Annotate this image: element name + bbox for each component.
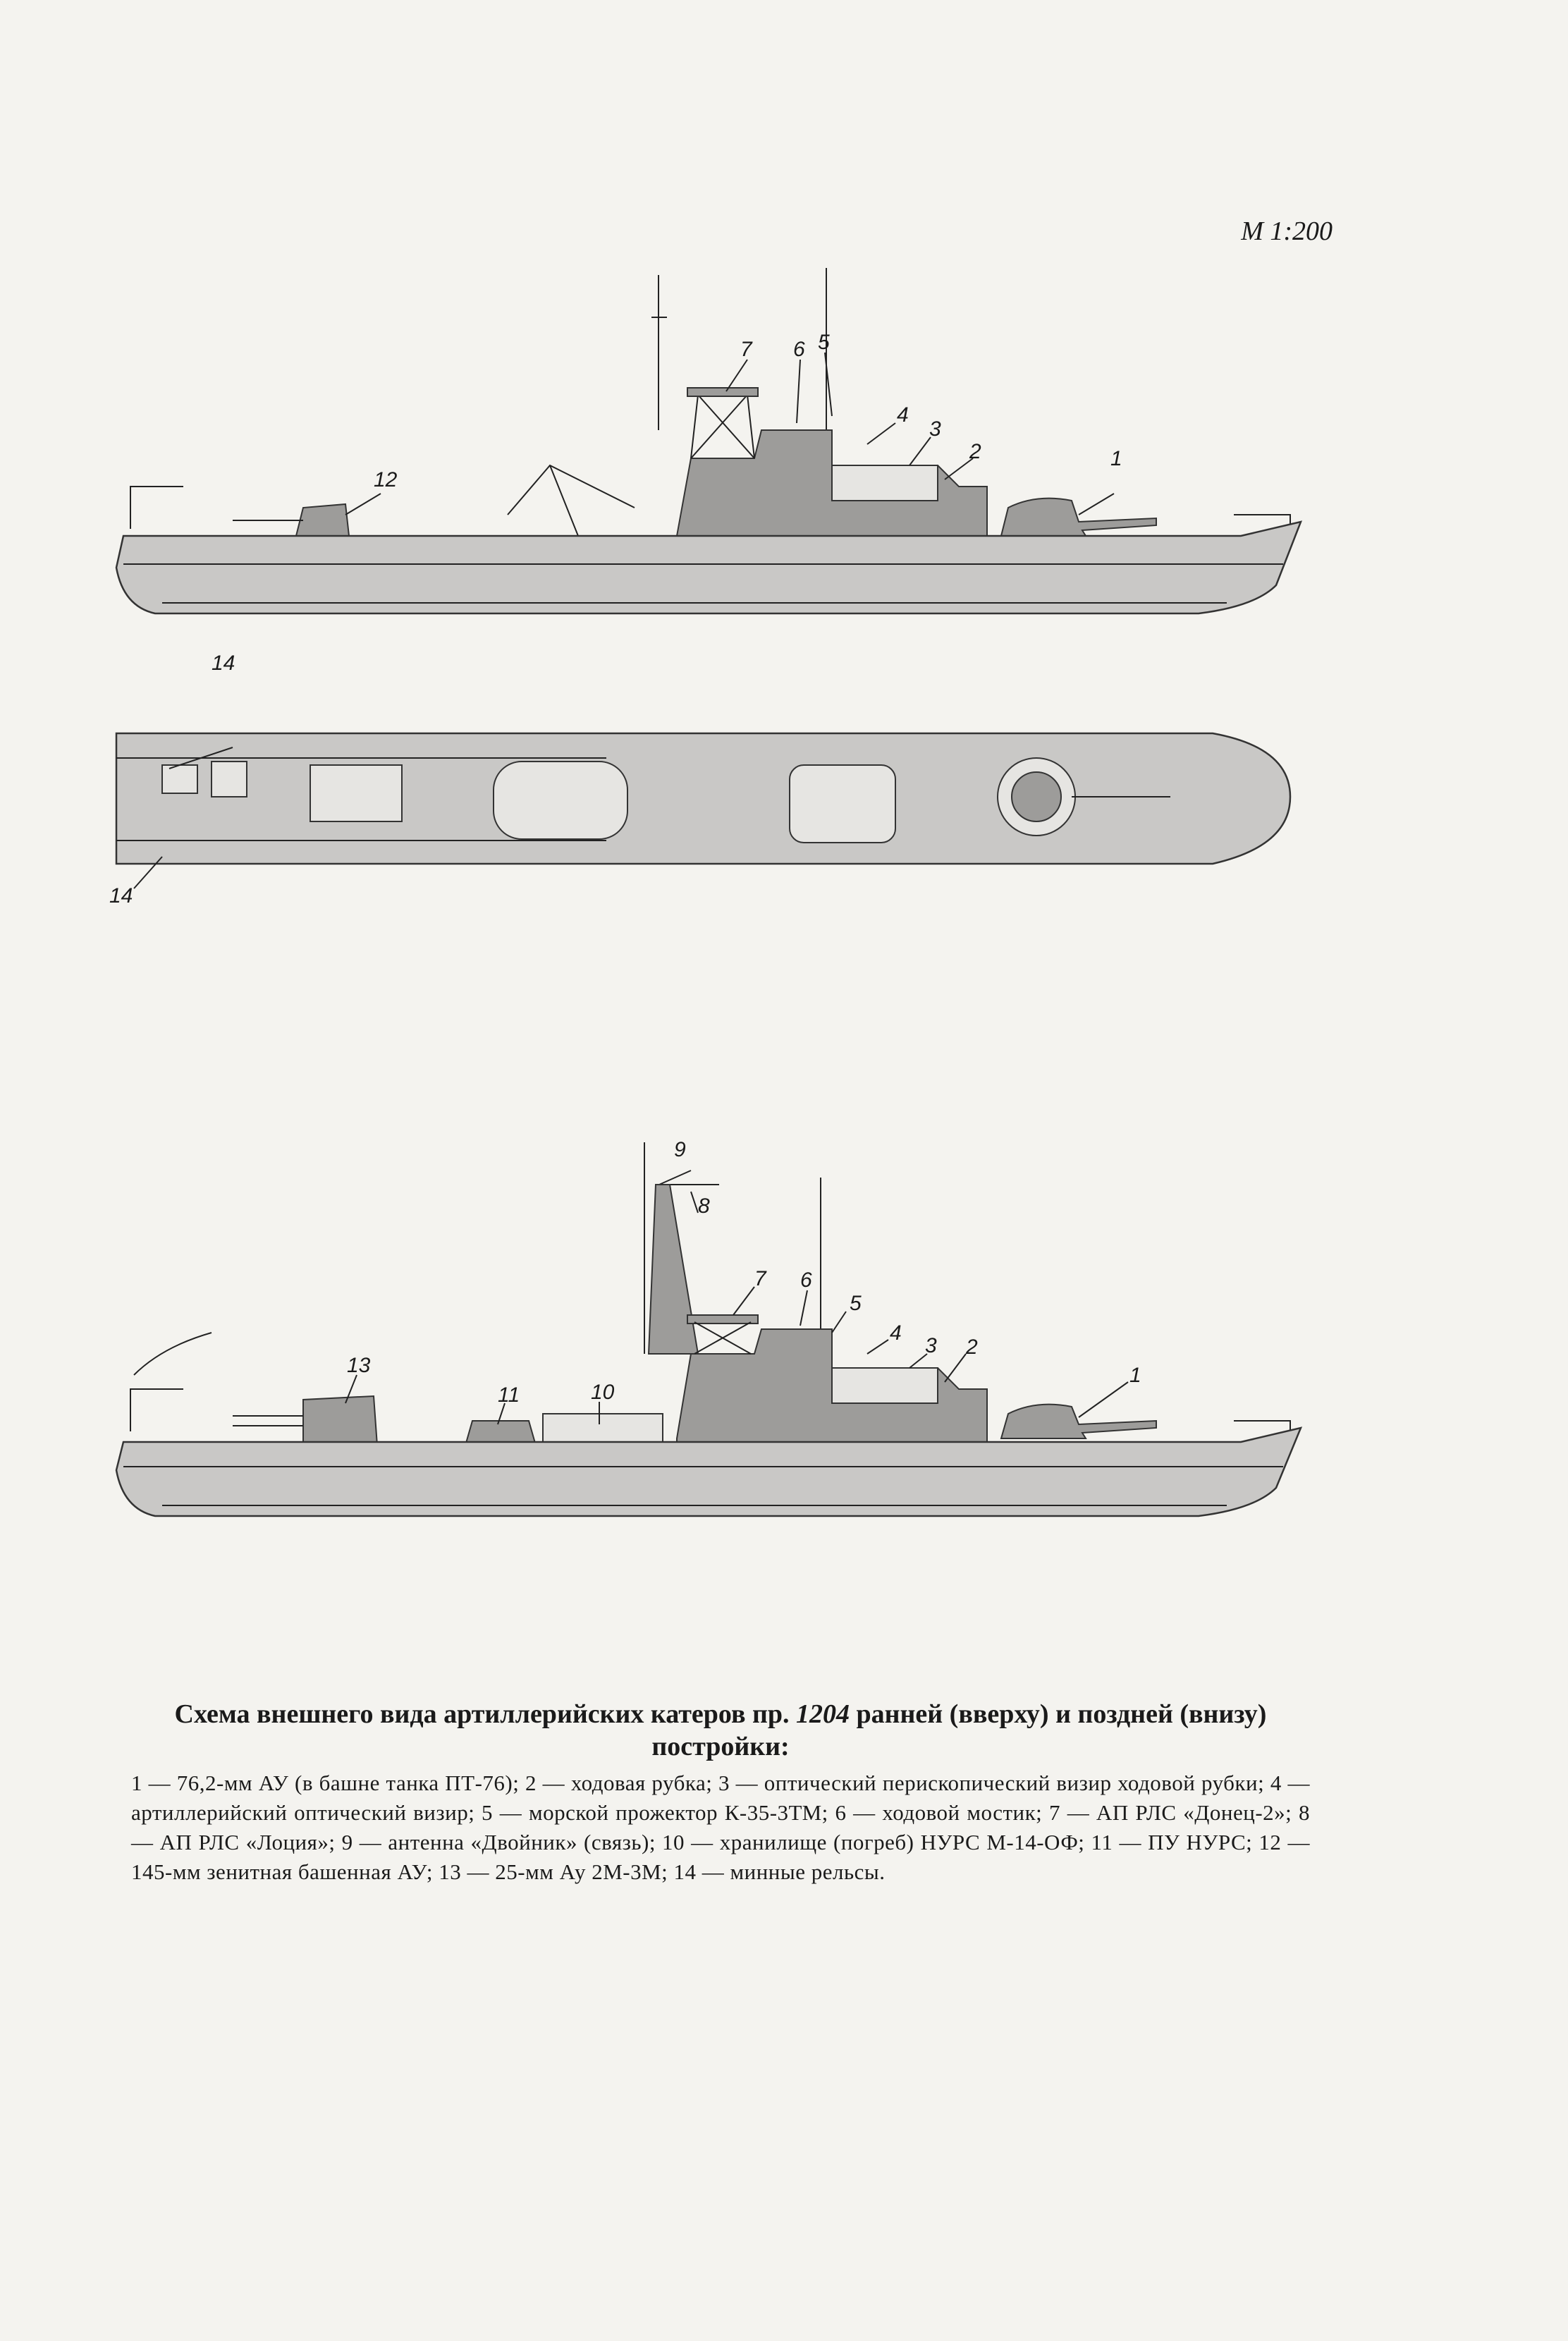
late-callout-3: 3 bbox=[925, 1334, 937, 1357]
late-callout-5: 5 bbox=[850, 1292, 862, 1315]
late-callout-8: 8 bbox=[698, 1194, 710, 1218]
late-callout-9: 9 bbox=[674, 1138, 686, 1161]
caption-project-number: 1204 bbox=[796, 1699, 850, 1729]
early-callout-3: 3 bbox=[929, 417, 941, 441]
figure-caption bbox=[131, 1698, 1310, 1887]
late-callout-1: 1 bbox=[1129, 1364, 1141, 1387]
caption-title-part2: ранней (вверху) и поздней (внизу) постройки: bbox=[651, 1699, 1267, 1761]
early-callout-6: 6 bbox=[793, 338, 805, 361]
caption-title bbox=[131, 1698, 1310, 1763]
plan-callout-14-top: 14 bbox=[212, 652, 235, 675]
caption-legend: 1 — 76,2-мм АУ (в башне танка ПТ-76); 2 — ходовая рубка; 3 — оптический перископический визир ходовой рубки; 4 — артиллерийский оптический визир; 5 — морской прожектор К-35-3ТМ; 6 — ходовой мостик; 7 — АП РЛС «Донец-2»; 8 — АП РЛС «Лоция»; 9 — антенна «Двойник» (связь); 10 — хранилище (погреб) НУРС М-14-ОФ; 11 — ПУ НУРС; 12 — 145-мм зенитная башенная АУ; 13 — 25-мм Ау 2М-3М; 14 — минные рельсы. bbox=[131, 1771, 1310, 1884]
late-callout-6: 6 bbox=[800, 1269, 812, 1292]
early-callout-2: 2 bbox=[969, 440, 981, 463]
plan-view bbox=[0, 652, 1568, 931]
late-callout-7: 7 bbox=[754, 1267, 766, 1290]
early-callout-4: 4 bbox=[897, 403, 909, 427]
late-side-profile bbox=[0, 1138, 1568, 1587]
late-callout-11: 11 bbox=[498, 1383, 520, 1407]
late-callout-4: 4 bbox=[890, 1321, 902, 1345]
early-callout-12: 12 bbox=[374, 468, 398, 491]
plan-callout-14-bottom: 14 bbox=[109, 884, 133, 907]
late-callout-13: 13 bbox=[347, 1354, 371, 1377]
early-callout-1: 1 bbox=[1110, 447, 1122, 470]
scale-label: M 1:200 bbox=[1241, 216, 1333, 246]
early-callout-7: 7 bbox=[740, 338, 752, 361]
late-callout-10: 10 bbox=[591, 1381, 615, 1404]
late-callout-2: 2 bbox=[966, 1335, 978, 1359]
caption-title-part1: Схема внешнего вида артиллерийских катеров пр. bbox=[174, 1699, 796, 1729]
early-callout-5: 5 bbox=[818, 331, 830, 354]
early-side-profile bbox=[0, 254, 1568, 649]
